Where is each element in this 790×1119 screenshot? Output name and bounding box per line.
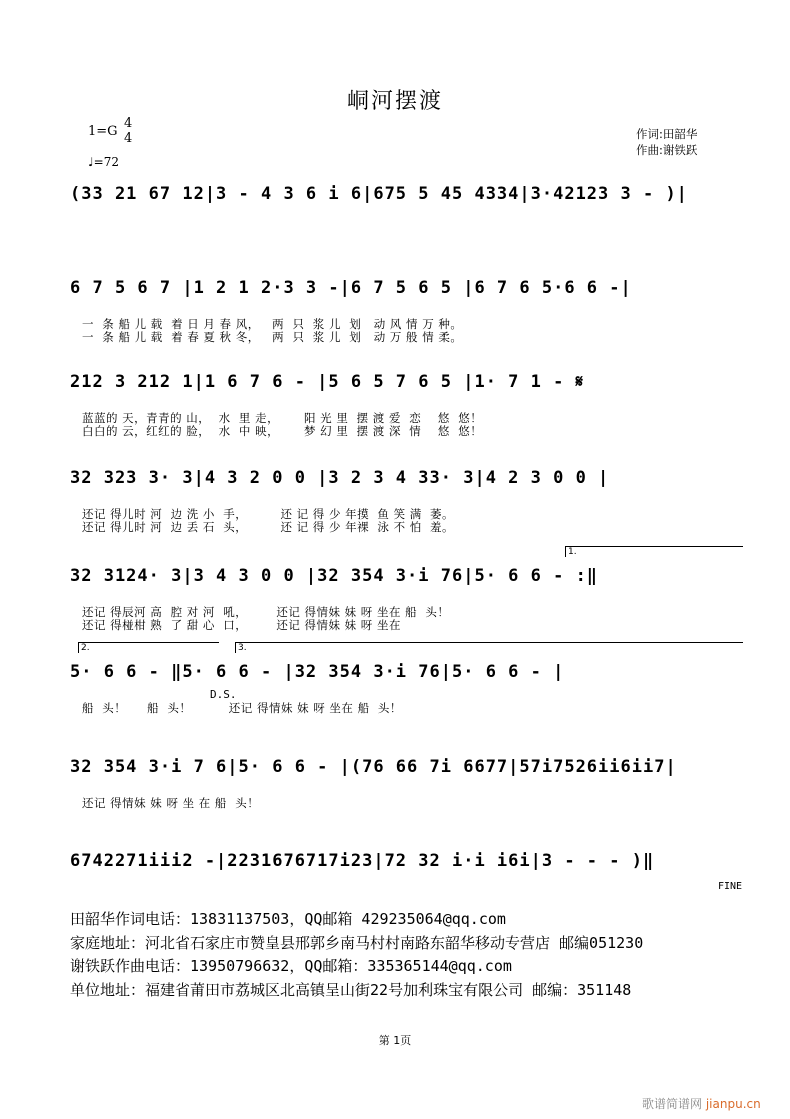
- composer-contact: 谢铁跃作曲电话：13950796632，QQ邮箱：335365144@qq.com: [70, 957, 512, 975]
- watermark-text: 歌谱简谱网: [642, 1097, 703, 1111]
- song-title: 峒河摆渡: [346, 89, 443, 114]
- contact-info: [70, 908, 643, 1002]
- volta-1: 1.: [565, 546, 743, 557]
- composer: 作曲:谢铁跃: [636, 143, 698, 157]
- work-address: 单位地址：福建省莆田市荔城区北高镇呈山街22号加利珠宝有限公司 邮编：351148: [70, 980, 632, 999]
- notes: 6 7 5 6 7 |1 2 1 2·3 3 -|6 7 5 6 5 |6 7 6 5·6 6 -|: [70, 278, 632, 298]
- lyricist-contact: 田韶华作词电话：13831137503，QQ邮箱 429235064@qq.com: [70, 910, 506, 928]
- dal-segno-mark: D.S.: [210, 688, 237, 701]
- lyric-verse-1: 船 头！ 船 头！ 还记 得情妹 妹 呀 坐在 船 头！: [82, 701, 402, 715]
- time-signature: [124, 116, 132, 146]
- score-line-1: [70, 180, 745, 220]
- lyric-verse-2: 还记 得椪柑 熟 了 甜 心 口， 还记 得情妹 妹 呀 坐在: [82, 618, 401, 632]
- credits: [636, 126, 697, 158]
- lyric-verse-1: 还记 得儿时 河 边 洗 小 手， 还 记 得 少 年摸 鱼 笑 满 萎。: [82, 507, 455, 521]
- lyric-verse-1: 蓝蓝的 天，青青的 山， 水 里 走， 阳 光 里 摆 渡 爱 恋 悠 悠！: [82, 411, 483, 425]
- lyricist: 作词:田韶华: [636, 127, 698, 141]
- home-address: 家庭地址：河北省石家庄市赞皇县邢郭乡南马村村南路东韶华移动专营店 邮编051230: [70, 933, 644, 952]
- lyric-verse-2: 白白的 云，红红的 脸， 水 中 映， 梦 幻 里 摆 渡 深 情 悠 悠！: [82, 424, 483, 438]
- notes: 32 3124· 3|3 4 3 0 0 |32 354 3·i 76|5· 6 6 - :‖: [70, 566, 599, 586]
- notes: 32 354 3·i 7 6|5· 6 6 - |(76 66 7i 6677|57i7526ii6ii7|: [70, 757, 677, 777]
- lyric-verse-1: 还记 得情妹 妹 呀 坐 在 船 头！: [82, 796, 260, 810]
- notes: 5· 6 6 - ‖5· 6 6 - |32 354 3·i 76|5· 6 6 - |: [70, 662, 565, 682]
- time-signature-bottom: 4: [124, 131, 133, 146]
- watermark: [642, 1095, 761, 1112]
- score-line-3: [70, 372, 745, 442]
- notes: 212 3 212 1|1 6 7 6 - |5 6 5 7 6 5 |1· 7 1 - 𝄋: [70, 372, 584, 392]
- page-number: 第 1页: [378, 1034, 412, 1047]
- notes: 32 323 3· 3|4 3 2 0 0 |3 2 3 4 33· 3|4 2 3 0 0 |: [70, 468, 610, 488]
- key-signature: 1=G: [88, 124, 118, 139]
- volta-2: 2.: [78, 642, 219, 653]
- watermark-site: jianpu.cn: [705, 1097, 761, 1111]
- score-line-7: [70, 757, 745, 812]
- lyric-verse-2: 还记 得儿时 河 边 丢 石 头， 还 记 得 少 年裸 泳 不 怕 羞。: [82, 520, 455, 534]
- volta-3: 3.: [235, 642, 743, 653]
- notes: 6742271iii2 -|2231676717i23|72 32 i·i i6i|3 - - - )‖: [70, 851, 655, 871]
- time-signature-top: 4: [124, 116, 133, 131]
- tempo-marking: ♩=72: [88, 155, 119, 169]
- fine-mark: FINE: [718, 881, 743, 892]
- score-line-6: [70, 643, 745, 722]
- score-line-8: [70, 851, 745, 891]
- score-line-5: [70, 547, 745, 636]
- lyric-verse-2: 一 条 船 儿 载 着 春 夏 秋 冬， 两 只 浆 儿 划 动 万 般 情 柔。: [82, 330, 463, 344]
- notes: (33 21 67 12|3 - 4 3 6 i 6|675 5 45 4334|3·42123 3 - )|: [70, 184, 688, 204]
- score-line-4: [70, 468, 745, 538]
- lyric-verse-1: 还记 得辰河 高 腔 对 河 吼， 还记 得情妹 妹 呀 坐在 船 头！: [82, 605, 450, 619]
- score-line-2: [70, 278, 745, 348]
- lyric-verse-1: 一 条 船 儿 载 着 日 月 春 风， 两 只 浆 儿 划 动 风 情 万 种。: [82, 317, 463, 331]
